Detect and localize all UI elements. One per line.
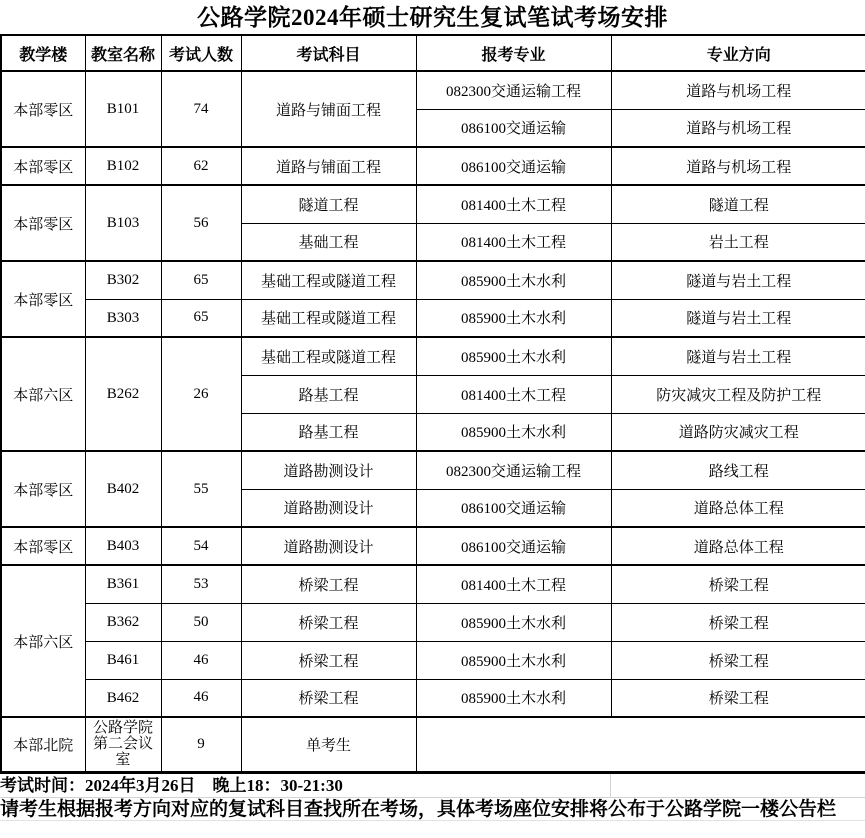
cell-direction: 隧道与岩土工程 <box>611 299 865 337</box>
cell-subject: 基础工程或隧道工程 <box>241 337 416 375</box>
cell-count: 53 <box>161 565 241 603</box>
table-row <box>1 565 865 603</box>
cell-direction: 桥梁工程 <box>611 679 865 717</box>
cell-building: 本部零区 <box>1 527 85 565</box>
cell-room: B303 <box>85 299 161 337</box>
cell-count: 62 <box>161 147 241 185</box>
cell-count: 46 <box>161 641 241 679</box>
cell-room: B361 <box>85 565 161 603</box>
table-row <box>1 679 865 717</box>
notice-text: 请考生根据报考方向对应的复试科目查找所在考场，具体考场座位安排将公布于公路学院一楼公告栏 <box>0 798 865 821</box>
grid-divider <box>610 774 611 797</box>
cell-subject: 桥梁工程 <box>241 679 416 717</box>
exam-time-note <box>0 774 865 798</box>
cell-building: 本部北院 <box>1 717 85 772</box>
cell-subject: 桥梁工程 <box>241 565 416 603</box>
cell-direction: 桥梁工程 <box>611 565 865 603</box>
cell-major: 082300交通运输工程 <box>416 451 611 489</box>
exam-schedule-table <box>0 34 865 774</box>
cell-room: B262 <box>85 337 161 451</box>
cell-direction: 隧道与岩土工程 <box>611 261 865 299</box>
cell-subject: 基础工程或隧道工程 <box>241 261 416 299</box>
cell-major: 082300交通运输工程 <box>416 71 611 109</box>
cell-subject: 隧道工程 <box>241 185 416 223</box>
cell-building: 本部零区 <box>1 71 85 147</box>
cell-building: 本部零区 <box>1 147 85 185</box>
cell-direction: 道路总体工程 <box>611 489 865 527</box>
cell-building: 本部零区 <box>1 261 85 337</box>
cell-subject: 道路与铺面工程 <box>241 71 416 147</box>
cell-direction: 道路防灾减灾工程 <box>611 413 865 451</box>
cell-building: 本部零区 <box>1 185 85 261</box>
cell-major: 086100交通运输 <box>416 489 611 527</box>
cell-major: 085900土木水利 <box>416 641 611 679</box>
cell-major: 085900土木水利 <box>416 261 611 299</box>
col-header-major: 报考专业 <box>416 35 611 71</box>
cell-subject: 路基工程 <box>241 375 416 413</box>
cell-major: 085900土木水利 <box>416 413 611 451</box>
cell-count: 50 <box>161 603 241 641</box>
col-header-direction: 专业方向 <box>611 35 865 71</box>
table-row <box>1 71 865 109</box>
cell-direction: 隧道工程 <box>611 185 865 223</box>
cell-subject: 单考生 <box>241 717 416 772</box>
cell-count: 56 <box>161 185 241 261</box>
col-header-subject: 考试科目 <box>241 35 416 71</box>
cell-subject: 路基工程 <box>241 413 416 451</box>
cell-major: 085900土木水利 <box>416 603 611 641</box>
cell-count: 9 <box>161 717 241 772</box>
cell-subject: 桥梁工程 <box>241 603 416 641</box>
cell-empty <box>416 717 865 772</box>
cell-room: 公路学院第二会议室 <box>85 717 161 772</box>
cell-count: 46 <box>161 679 241 717</box>
cell-room: B102 <box>85 147 161 185</box>
cell-room: B362 <box>85 603 161 641</box>
cell-major: 086100交通运输 <box>416 527 611 565</box>
cell-room: B462 <box>85 679 161 717</box>
cell-subject: 桥梁工程 <box>241 641 416 679</box>
col-header-room: 教室名称 <box>85 35 161 71</box>
table-row <box>1 299 865 337</box>
cell-room: B461 <box>85 641 161 679</box>
header-row <box>1 35 865 71</box>
cell-major: 085900土木水利 <box>416 679 611 717</box>
cell-building: 本部六区 <box>1 337 85 451</box>
cell-count: 65 <box>161 299 241 337</box>
cell-direction: 路线工程 <box>611 451 865 489</box>
table-row <box>1 337 865 375</box>
cell-major: 081400土木工程 <box>416 223 611 261</box>
cell-subject: 道路勘测设计 <box>241 489 416 527</box>
cell-direction: 道路与机场工程 <box>611 71 865 109</box>
cell-count: 55 <box>161 451 241 527</box>
cell-building: 本部零区 <box>1 451 85 527</box>
cell-direction: 隧道与岩土工程 <box>611 337 865 375</box>
cell-major: 081400土木工程 <box>416 565 611 603</box>
cell-direction: 防灾减灾工程及防护工程 <box>611 375 865 413</box>
table-row <box>1 147 865 185</box>
cell-subject: 道路勘测设计 <box>241 451 416 489</box>
cell-count: 26 <box>161 337 241 451</box>
cell-count: 65 <box>161 261 241 299</box>
cell-room: B101 <box>85 71 161 147</box>
cell-count: 74 <box>161 71 241 147</box>
cell-subject: 道路勘测设计 <box>241 527 416 565</box>
cell-direction: 岩土工程 <box>611 223 865 261</box>
cell-major: 081400土木工程 <box>416 185 611 223</box>
cell-room: B403 <box>85 527 161 565</box>
cell-subject: 道路与铺面工程 <box>241 147 416 185</box>
cell-room: B302 <box>85 261 161 299</box>
page-title: 公路学院2024年硕士研究生复试笔试考场安排 <box>197 5 668 30</box>
exam-time-text: 考试时间：2024年3月26日 晚上18：30-21:30 <box>0 775 343 795</box>
table-row <box>1 641 865 679</box>
cell-direction: 道路总体工程 <box>611 527 865 565</box>
col-header-count: 考试人数 <box>161 35 241 71</box>
table-row <box>1 185 865 223</box>
cell-building: 本部六区 <box>1 565 85 717</box>
table-row <box>1 603 865 641</box>
cell-major: 085900土木水利 <box>416 299 611 337</box>
col-header-building: 教学楼 <box>1 35 85 71</box>
table-row <box>1 717 865 772</box>
table-row <box>1 261 865 299</box>
cell-room: B402 <box>85 451 161 527</box>
cell-major: 081400土木工程 <box>416 375 611 413</box>
cell-subject: 基础工程 <box>241 223 416 261</box>
cell-subject: 基础工程或隧道工程 <box>241 299 416 337</box>
cell-direction: 桥梁工程 <box>611 603 865 641</box>
cell-direction: 桥梁工程 <box>611 641 865 679</box>
cell-major: 086100交通运输 <box>416 109 611 147</box>
cell-major: 085900土木水利 <box>416 337 611 375</box>
cell-direction: 道路与机场工程 <box>611 109 865 147</box>
table-row <box>1 451 865 489</box>
cell-direction: 道路与机场工程 <box>611 147 865 185</box>
cell-count: 54 <box>161 527 241 565</box>
cell-room: B103 <box>85 185 161 261</box>
cell-major: 086100交通运输 <box>416 147 611 185</box>
table-row <box>1 527 865 565</box>
